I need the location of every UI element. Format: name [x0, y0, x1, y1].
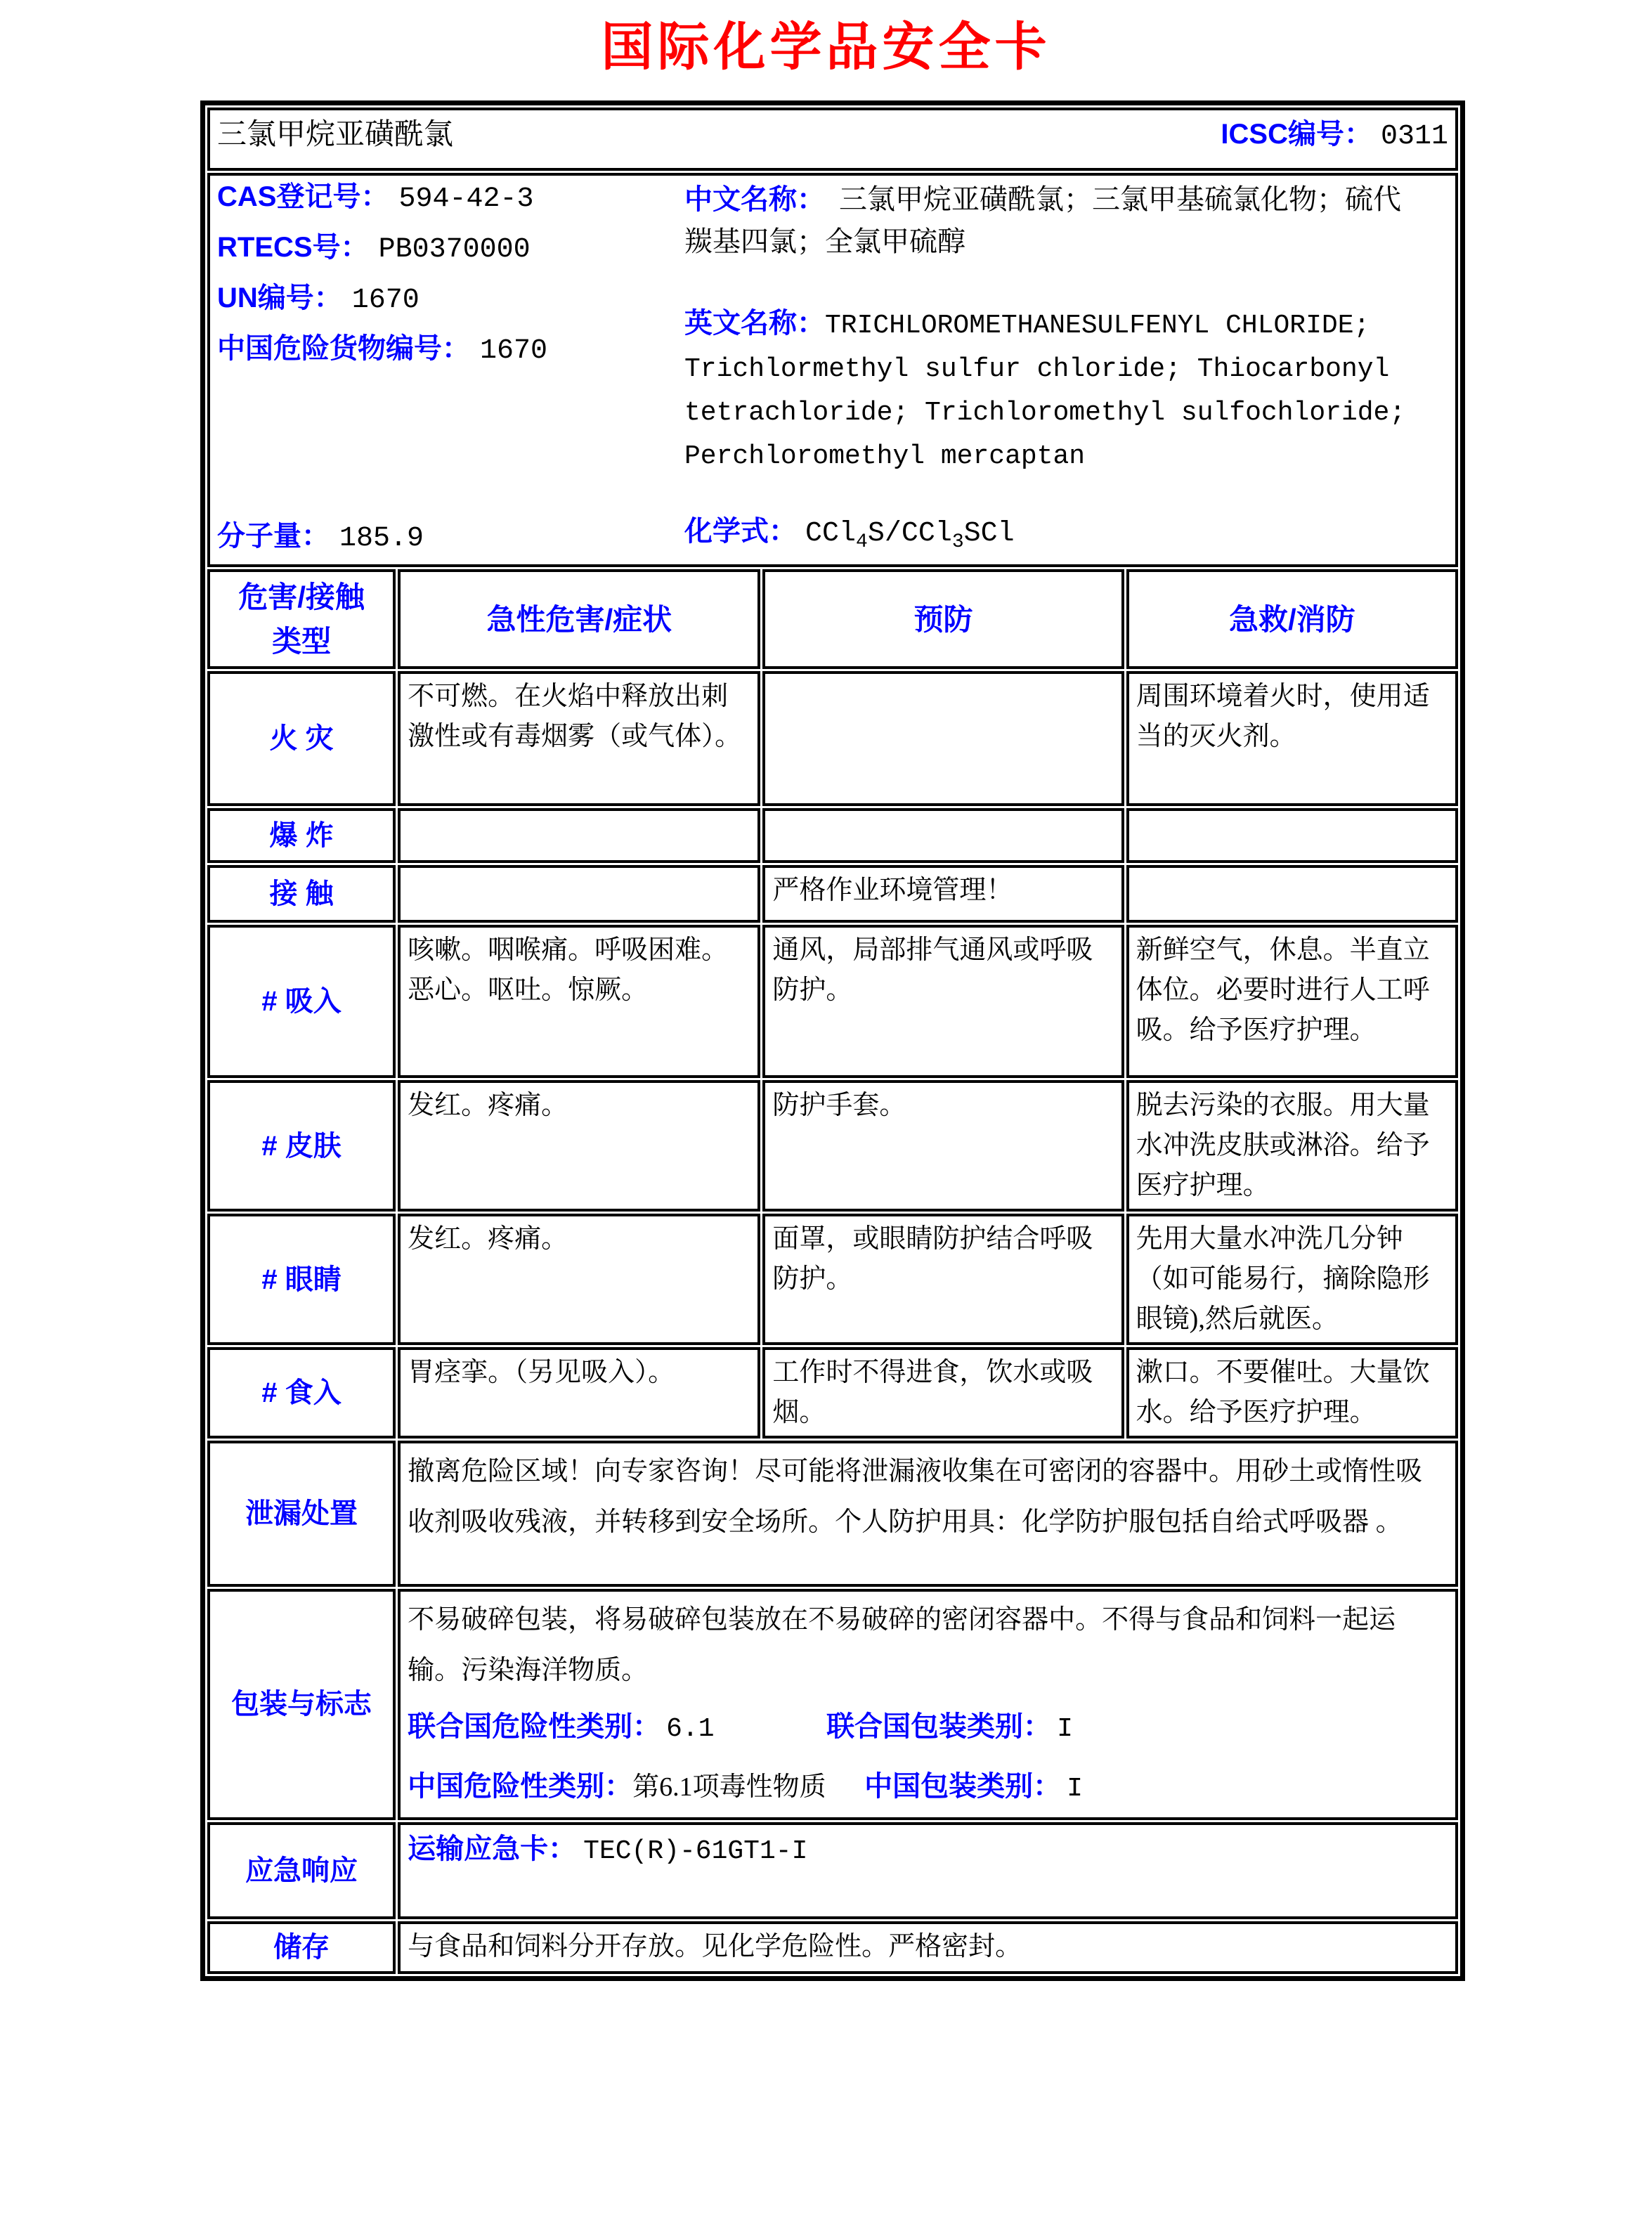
- identifier-list: [217, 178, 677, 561]
- row-emergency: [207, 1822, 1458, 1919]
- row-exposure: [207, 865, 1458, 923]
- rtecs-number-label: RTECS号：: [217, 232, 369, 263]
- china-dg-number-row: [217, 330, 677, 370]
- emergency-label: 应急响应: [207, 1822, 396, 1919]
- rtecs-number-value: PB0370000: [378, 234, 531, 266]
- row-inhalation: [207, 925, 1458, 1078]
- formula-label: 化学式：: [684, 516, 797, 547]
- cas-number-label: CAS登记号：: [217, 181, 389, 212]
- packaging-label: 包装与标志: [207, 1589, 396, 1820]
- chinese-names-label: 中文名称：: [684, 184, 825, 215]
- chinese-names-value: 三氯甲烷亚磺酰氯；三氯甲基硫氯化物；硫代羰基四氯；全氯甲硫醇: [684, 183, 1401, 257]
- explosion-symptoms: [398, 808, 760, 863]
- header-hazard-type: 危害/接触 类型: [207, 569, 396, 669]
- transport-card-value: TEC(R)-61GT1-I: [583, 1836, 808, 1866]
- un-hazard-class-label: 联合国危险性类别：: [408, 1711, 661, 1743]
- formula-row: [684, 510, 1415, 557]
- fire-symptoms: 不可燃。在火焰中释放出刺激性或有毒烟雾（或气体）。: [398, 671, 760, 806]
- chemical-name: 三氯甲烷亚磺酰氯: [217, 119, 454, 151]
- inhalation-label: # 吸入: [207, 925, 396, 1078]
- inhalation-symptoms: 咳嗽。咽喉痛。呼吸困难。恶心。呕吐。惊厥。: [398, 925, 760, 1078]
- formula-value: CCl$_4$S/CCl$_3$SCl: [805, 518, 1015, 553]
- english-names-label: 英文名称：: [684, 308, 825, 339]
- skin-first-aid: 脱去污染的衣服。用大量水冲洗皮肤或淋浴。给予医疗护理。: [1126, 1080, 1458, 1212]
- molecular-weight-label: 分子量：: [217, 521, 330, 552]
- china-dg-number-value: 1670: [480, 335, 548, 367]
- skin-symptoms: 发红。疼痛。: [398, 1080, 760, 1212]
- ingestion-prevention: 工作时不得进食，饮水或吸烟。: [762, 1347, 1124, 1439]
- icsc-table: [200, 100, 1465, 1981]
- explosion-label: 爆 炸: [207, 808, 396, 863]
- row-packaging: [207, 1589, 1458, 1820]
- row-storage: [207, 1921, 1458, 1974]
- row-identification: [207, 173, 1458, 567]
- row-fire: [207, 671, 1458, 806]
- fire-first-aid: 周围环境着火时，使用适当的灭火剂。: [1126, 671, 1458, 806]
- exposure-first-aid: [1126, 865, 1458, 923]
- cn-pack-group-value: I: [1067, 1773, 1083, 1804]
- english-names-value: TRICHLOROMETHANESULFENYL CHLORIDE; Trichlormethyl sulfur chloride; Thiocarbonyl tetrachloride; Trichloromethyl sulfochloride; Perchloromethyl mercaptan: [684, 311, 1406, 472]
- inhalation-first-aid: 新鲜空气，休息。半直立体位。必要时进行人工呼吸。给予医疗护理。: [1126, 925, 1458, 1078]
- fire-label: 火 灾: [207, 671, 396, 806]
- row-spill: [207, 1441, 1458, 1587]
- header-prevention: 预防: [762, 569, 1124, 669]
- un-pack-group-value: I: [1057, 1714, 1073, 1745]
- packaging-cell: [398, 1589, 1458, 1820]
- identification-cell: [207, 173, 1458, 567]
- eyes-first-aid: 先用大量水冲洗几分钟（如可能易行，摘除隐形眼镜),然后就医。: [1126, 1214, 1458, 1345]
- name-block: [684, 178, 1415, 561]
- cn-hazard-class-value: 第6.1项毒性物质: [632, 1772, 826, 1802]
- card-header-cell: [207, 108, 1458, 171]
- skin-label: # 皮肤: [207, 1080, 396, 1212]
- cn-class-line: [408, 1760, 1448, 1814]
- explosion-first-aid: [1126, 808, 1458, 863]
- un-hazard-class-value: 6.1: [666, 1714, 715, 1745]
- spill-text: 撤离危险区域！向专家咨询！尽可能将泄漏液收集在可密闭的容器中。用砂土或惰性吸收剂吸收残液，并转移到安全场所。个人防护用具：化学防护服包括自给式呼吸器 。: [398, 1441, 1458, 1587]
- china-dg-number-label: 中国危险货物编号：: [217, 333, 470, 364]
- ingestion-symptoms: 胃痉挛。（另见吸入）。: [398, 1347, 760, 1439]
- skin-prevention: 防护手套。: [762, 1080, 1124, 1212]
- cas-number-value: 594-42-3: [398, 183, 534, 215]
- page-title: 国际化学品安全卡: [601, 19, 1051, 77]
- row-eyes: [207, 1214, 1458, 1345]
- row-skin: [207, 1080, 1458, 1212]
- eyes-label: # 眼睛: [207, 1214, 396, 1345]
- chinese-names-row: [684, 178, 1415, 263]
- molecular-weight-value: 185.9: [339, 523, 424, 554]
- row-explosion: [207, 808, 1458, 863]
- exposure-symptoms: [398, 865, 760, 923]
- row-card-header: [207, 108, 1458, 171]
- cn-hazard-class-label: 中国危险性类别：: [408, 1770, 633, 1802]
- molecular-weight-row: [217, 518, 677, 557]
- english-names-row: [684, 301, 1415, 478]
- eyes-symptoms: 发红。疼痛。: [398, 1214, 760, 1345]
- row-ingestion: [207, 1347, 1458, 1439]
- row-table-headers: [207, 569, 1458, 669]
- cn-pack-group-label: 中国包装类别：: [864, 1770, 1062, 1802]
- fire-prevention: [762, 671, 1124, 806]
- icsc-number-value: 0311: [1380, 121, 1448, 152]
- eyes-prevention: 面罩，或眼睛防护结合呼吸防护。: [762, 1214, 1124, 1345]
- exposure-label: 接 触: [207, 865, 396, 923]
- un-number-row: [217, 280, 677, 319]
- storage-text: 与食品和饲料分开存放。见化学危险性。严格密封。: [398, 1921, 1458, 1974]
- packaging-text: 不易破碎包装，将易破碎包装放在不易破碎的密闭容器中。不得与食品和饲料一起运输。污染海洋物质。: [408, 1605, 1396, 1686]
- ingestion-first-aid: 漱口。不要催吐。大量饮水。给予医疗护理。: [1126, 1347, 1458, 1439]
- un-pack-group-label: 联合国包装类别：: [826, 1711, 1052, 1743]
- un-class-line: [408, 1700, 1448, 1755]
- exposure-prevention: 严格作业环境管理！: [762, 865, 1124, 923]
- emergency-cell: [398, 1822, 1458, 1919]
- explosion-prevention: [762, 808, 1124, 863]
- icsc-number-label: ICSC编号：: [1221, 119, 1372, 150]
- header-acute-symptoms: 急性危害/症状: [398, 569, 760, 669]
- rtecs-number-row: [217, 229, 677, 268]
- icsc-card: [200, 100, 1465, 1981]
- cas-number-row: [217, 178, 677, 218]
- storage-label: 储存: [207, 1921, 396, 1974]
- header-first-aid: 急救/消防: [1126, 569, 1458, 669]
- ingestion-label: # 食入: [207, 1347, 396, 1439]
- un-number-label: UN编号：: [217, 283, 342, 313]
- spill-label: 泄漏处置: [207, 1441, 396, 1587]
- inhalation-prevention: 通风，局部排气通风或呼吸防护。: [762, 925, 1124, 1078]
- transport-card-label: 运输应急卡：: [408, 1833, 577, 1864]
- un-number-value: 1670: [351, 285, 419, 316]
